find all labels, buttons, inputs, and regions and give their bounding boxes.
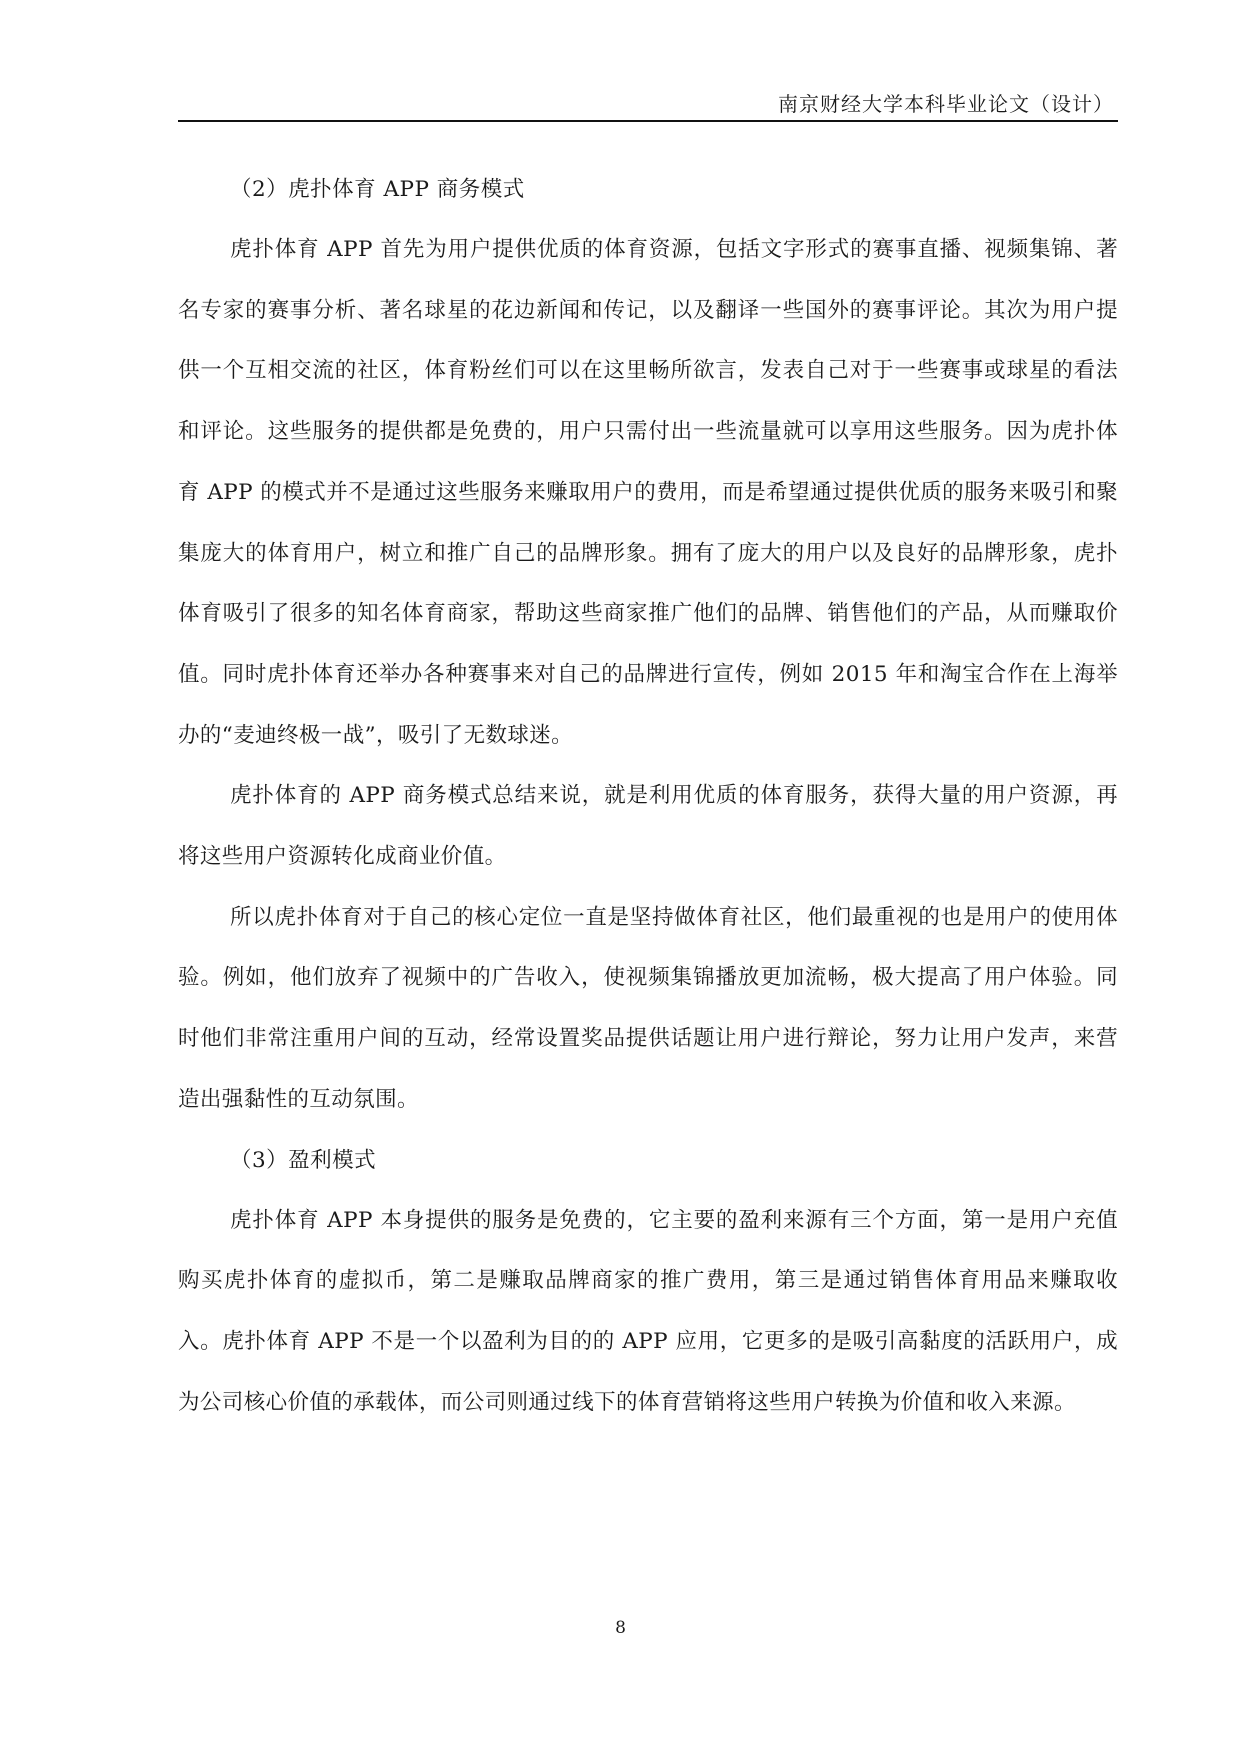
body-paragraph: 虎扑体育 APP 本身提供的服务是免费的，它主要的盈利来源有三个方面，第一是用户充值购买虎扑体育的虚拟币，第二是赚取品牌商家的推广费用，第三是通过销售体育用品来赚取收入。虎扑体育 APP 不是一个以盈利为目的的 APP 应用，它更多的是吸引高黏度的活跃用户，成为公司核心价值的承载体，而公司则通过线下的体育营销将这些用户转换为价值和收入来源。 [178, 1207, 1118, 1415]
section-heading: （2）虎扑体育 APP 商务模式 [230, 177, 525, 202]
document-body [178, 160, 1118, 1433]
body-paragraph: 虎扑体育 APP 首先为用户提供优质的体育资源，包括文字形式的赛事直播、视频集锦、著名专家的赛事分析、著名球星的花边新闻和传记，以及翻译一些国外的赛事评论。其次为用户提供一个互相交流的社区，体育粉丝们可以在这里畅所欲言，发表自己对于一些赛事或球星的看法和评论。这些服务的提供都是免费的，用户只需付出一些流量就可以享用这些服务。因为虎扑体育 APP 的模式并不是通过这些服务来赚取用户的费用，而是希望通过提供优质的服务来吸引和聚集庞大的体育用户，树立和推广自己的品牌形象。拥有了庞大的用户以及良好的品牌形象，虎扑体育吸引了很多的知名体育商家，帮助这些商家推广他们的品牌、销售他们的产品，从而赚取价值。同时虎扑体育还举办各种赛事来对自己的品牌进行宣传，例如 2015 年和淘宝合作在上海举办的“麦迪终极一战”，吸引了无数球迷。 [178, 237, 1118, 748]
section-profit-model [178, 1131, 1118, 1434]
page-header [178, 80, 1118, 122]
body-paragraph: 所以虎扑体育对于自己的核心定位一直是坚持做体育社区，他们最重视的也是用户的使用体验。例如，他们放弃了视频中的广告收入，使视频集锦播放更加流畅，极大提高了用户体验。同时他们非常注重用户间的互动，经常设置奖品提供话题让用户进行辩论，努力让用户发声，来营造出强黏性的互动氛围。 [178, 904, 1118, 1112]
page-number: 8 [615, 1618, 626, 1638]
body-paragraph: 虎扑体育的 APP 商务模式总结来说，就是利用优质的体育服务，获得大量的用户资源，再将这些用户资源转化成商业价值。 [178, 783, 1118, 870]
section-business-model [178, 160, 1118, 1131]
header-title: 南京财经大学本科毕业论文（设计） [778, 92, 1114, 116]
section-heading: （3）盈利模式 [230, 1147, 377, 1173]
